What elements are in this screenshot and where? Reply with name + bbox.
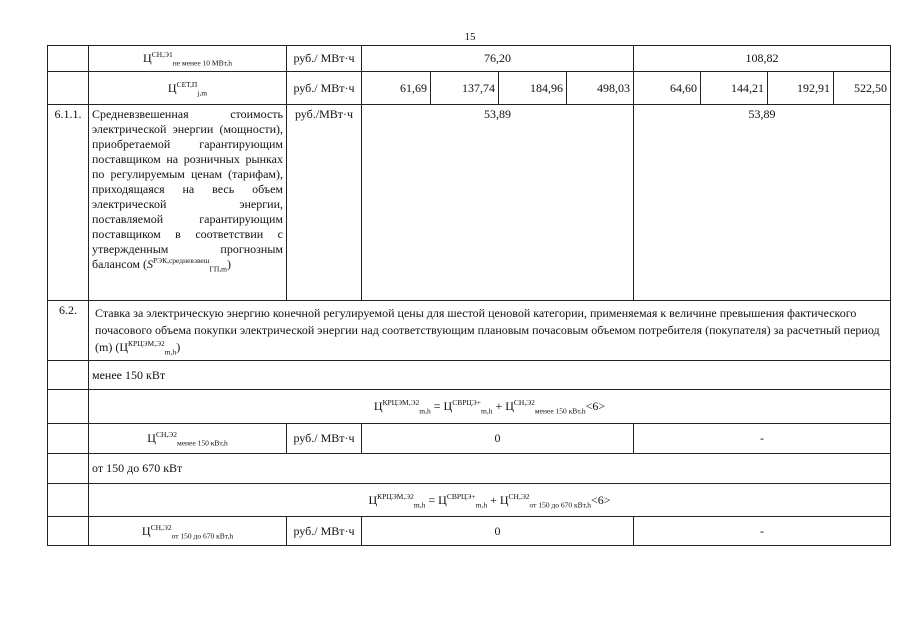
value-cell: 0 — [362, 517, 634, 546]
price-formula: $Ц^{КРЦЭМ,Э2}_{m,h} = Ц^{СВРЦЭ+}_{m,h} + Ц^{СН,Э2}_{менее 150 кВт,h}<6>$ — [373, 398, 606, 416]
row-number-cell — [48, 424, 89, 454]
unit-cell: руб./МВт·ч — [287, 105, 362, 301]
formula-cell — [89, 484, 891, 517]
row-number-cell: 6.1.1. — [48, 105, 89, 301]
value-cell: 184,96 — [499, 72, 567, 105]
value-cell: 61,69 — [362, 72, 431, 105]
row-number-cell — [48, 46, 89, 72]
page-number: 15 — [464, 31, 476, 43]
value-cell: 53,89 — [634, 105, 891, 301]
table-row — [48, 424, 891, 454]
subsection-label: от 150 до 670 кВт — [89, 454, 891, 484]
tariff-table — [47, 45, 891, 546]
symbol-cell: $Ц^{СН,Э2}_{от 150 до 670 кВт,h}$ — [89, 517, 287, 546]
value-cell: 522,50 — [834, 72, 891, 105]
row-number-cell — [48, 390, 89, 424]
table-row — [48, 301, 891, 361]
value-cell: 0 — [362, 424, 634, 454]
table-row — [48, 517, 891, 546]
value-cell: - — [634, 517, 891, 546]
value-cell: 137,74 — [431, 72, 499, 105]
price-formula: $Ц^{КРЦЭМ,Э2}_{m,h} = Ц^{СВРЦЭ+}_{m,h} + Ц^{СН,Э2}_{от 150 до 670 кВт,h}<6>$ — [368, 491, 611, 509]
description-cell: Средневзвешенная стоимость электрической энергии (мощности), приобретаемой гарантирующим поставщиком на розничных рынках по регулируемым ценам (тарифам), приходящаяся на весь объем электрической энергии, поставляемой гарантирующим поставщиком в соответствии с утвержденным прогнозным балансом $(S^{РЭК,средневзвеш}_{ГП,m})$ — [89, 105, 287, 301]
unit-cell: руб./ МВт·ч — [287, 46, 362, 72]
symbol-cell: $Ц^{СН,Э1}_{не менее 10 МВт,h}$ — [89, 46, 287, 72]
value-cell: 64,60 — [634, 72, 701, 105]
symbol-cell: $Ц^{СЕТ,П}_{j,m}$ — [89, 72, 287, 105]
value-cell: 498,03 — [567, 72, 634, 105]
value-cell: - — [634, 424, 891, 454]
unit-cell: руб./ МВт·ч — [287, 424, 362, 454]
subsection-label: менее 150 кВт — [89, 361, 891, 390]
row-number-cell — [48, 484, 89, 517]
value-cell: 192,91 — [768, 72, 834, 105]
value-cell: 76,20 — [362, 46, 634, 72]
unit-cell: руб./ МВт·ч — [287, 517, 362, 546]
symbol-cell: $Ц^{СН,Э2}_{менее 150 кВт,h}$ — [89, 424, 287, 454]
table-row — [48, 46, 891, 72]
row-number-cell — [48, 72, 89, 105]
value-cell: 144,21 — [701, 72, 768, 105]
table-row — [48, 484, 891, 517]
table-row — [48, 361, 891, 390]
row-number-cell — [48, 361, 89, 390]
formula-cell — [89, 390, 891, 424]
table-row — [48, 105, 891, 301]
table-row — [48, 72, 891, 105]
value-cell: 53,89 — [362, 105, 634, 301]
section-text-cell: Ставка за электрическую энергию конечной регулируемой цены для шестой ценовой категории, применяемая к величине превышения фактического почасового объема покупки электрической энергии над соответствующим плановым почасовым объемом потребителя (покупателя) за расчетный период (m) $(Ц^{КРЦЭМ,Э2}_{m,h})$ — [89, 301, 891, 361]
unit-cell: руб./ МВт·ч — [287, 72, 362, 105]
row-number-cell — [48, 454, 89, 484]
row-number-cell — [48, 517, 89, 546]
table-row — [48, 454, 891, 484]
value-cell: 108,82 — [634, 46, 891, 72]
row-number-cell: 6.2. — [48, 301, 89, 361]
table-row — [48, 390, 891, 424]
